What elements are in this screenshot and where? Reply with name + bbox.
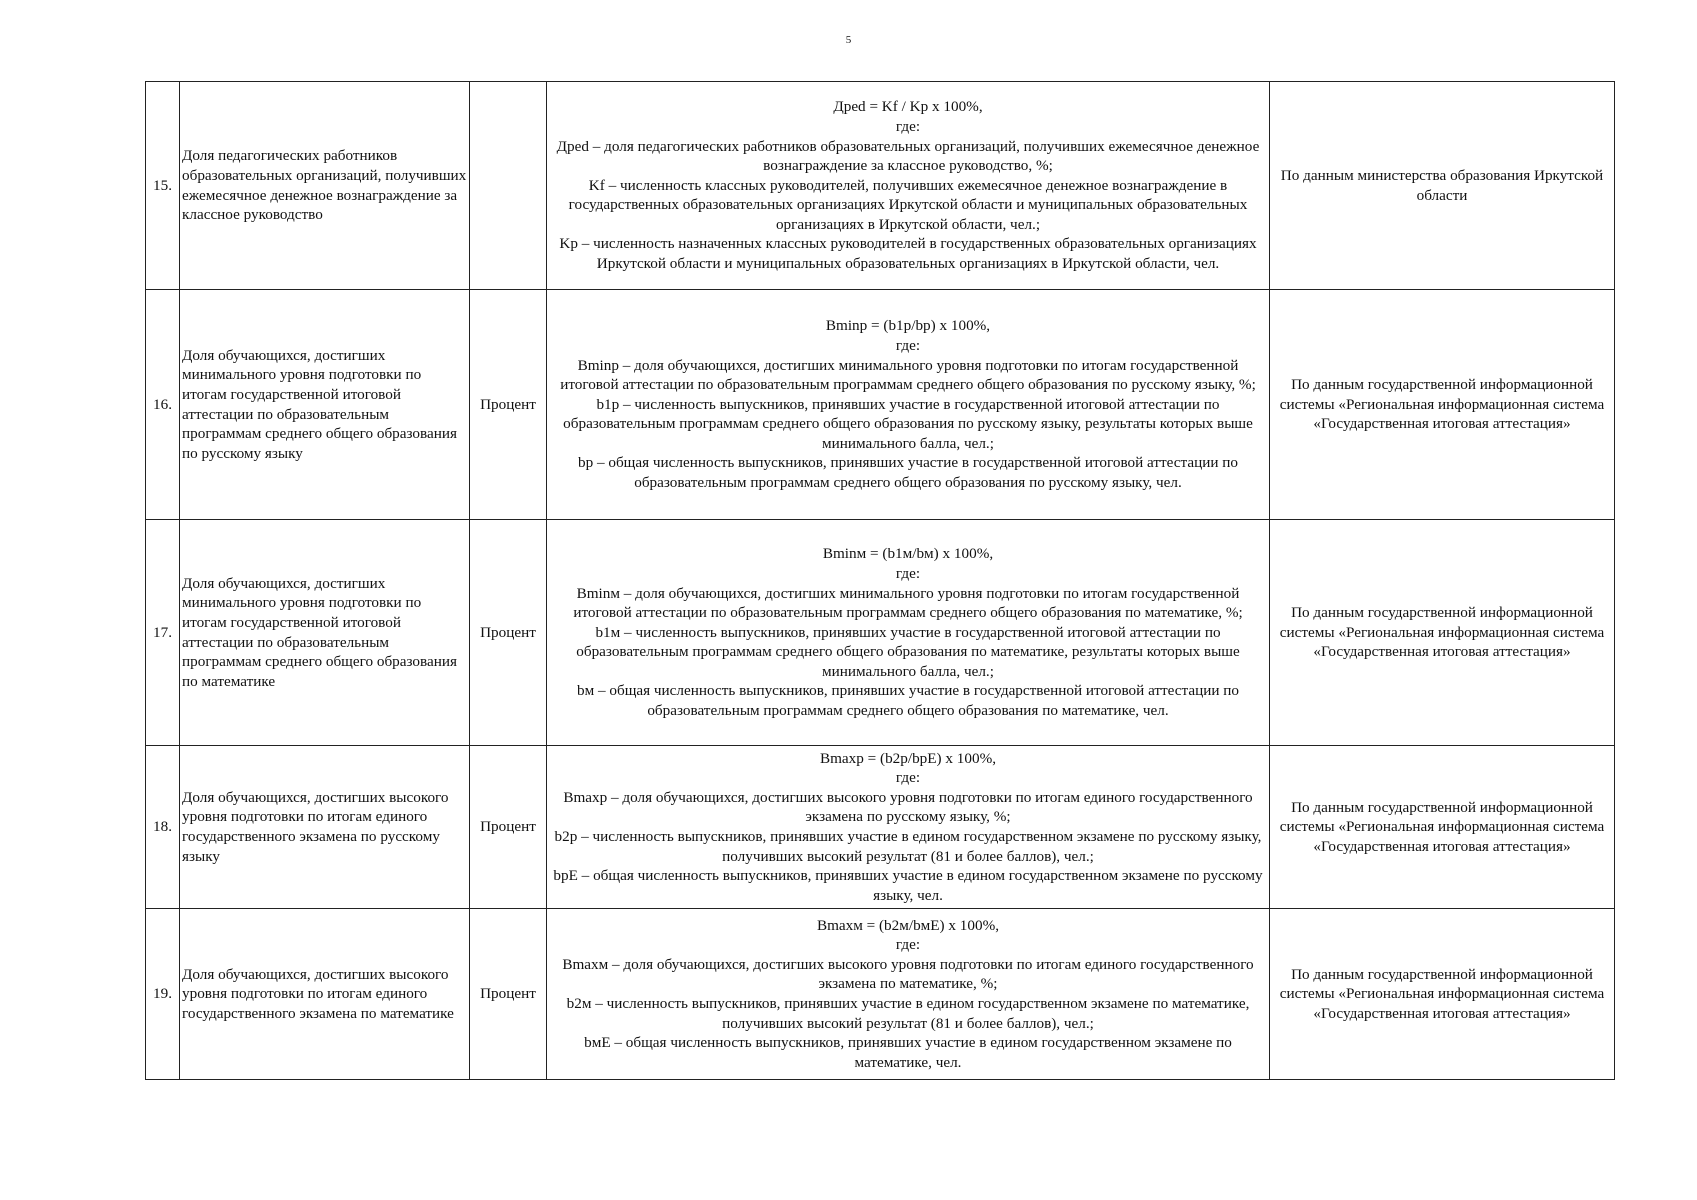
calculation-formula [547,520,1270,746]
row-number: 17. [146,520,180,746]
data-source: По данным государственной информационной системы «Региональная информационная система «Государственная итоговая аттестация» [1270,909,1615,1080]
formula-definition: b1м – численность выпускников, принявших участие в государственной итоговой аттестации по образовательным программам среднего общего образования по математике, результаты которых выше минимального балла, чел.; [576,623,1240,680]
table-row [146,746,1615,909]
formula-definition: b2р – численность выпускников, принявших участие в едином государственном экзамене по русскому языку, получивших высокий результат (81 и более баллов), чел.; [554,828,1262,865]
row-number: 15. [146,82,180,290]
formula-expression: Bmaxм = (b2м/bмE) x 100%, [816,916,1000,934]
formula-definition: Дped – доля педагогических работников образовательных организаций, получивших ежемесячное денежное вознаграждение за классное руководство, %; [556,137,1260,175]
row-number: 19. [146,909,180,1080]
table-row [146,290,1615,520]
table-row [146,909,1615,1080]
unit-of-measure [470,82,547,290]
row-number: 16. [146,290,180,520]
formula-where: где: [895,336,921,354]
formula-expression: Дped = Kf / Kp x 100%, [833,98,983,116]
indicators-table [145,81,1615,1080]
formula-where: где: [895,117,921,135]
calculation-formula [547,746,1270,909]
formula-definition: Kf – численность классных руководителей, получивших ежемесячное денежное вознаграждение в государственных образовательных организациях Иркутской области и муниципальных образовательных организациях в Иркутской области, чел.; [568,176,1248,233]
unit-of-measure: Процент [470,909,547,1080]
formula-expression: Bminм = (b1м/bм) x 100%, [822,545,994,563]
formula-definition: Kp – численность назначенных классных руководителей в государственных образовательных организациях Иркутской области и муниципальных образовательных организациях в Иркутской области, чел. [559,235,1257,273]
data-source: По данным государственной информационной системы «Региональная информационная система «Государственная итоговая аттестация» [1270,290,1615,520]
formula-definition: Bminр – доля обучающихся, достигших минимального уровня подготовки по итогам государственной итоговой аттестации по образовательным программам среднего общего образования по русскому языку, %; [560,356,1256,394]
indicator-name: Доля обучающихся, достигших минимального уровня подготовки по итогам государственной итоговой аттестации по образовательным программам среднего общего образования по русскому языку [180,290,470,520]
indicator-name: Доля обучающихся, достигших высокого уровня подготовки по итогам единого государственного экзамена по русскому языку [180,746,470,909]
formula-where: где: [895,564,921,582]
data-source: По данным государственной информационной системы «Региональная информационная система «Государственная итоговая аттестация» [1270,520,1615,746]
calculation-formula [547,909,1270,1080]
unit-of-measure: Процент [470,290,547,520]
formula-definition: bрE – общая численность выпускников, принявших участие в едином государственном экзамене по русскому языку, чел. [553,867,1263,904]
formula-definition: bмE – общая численность выпускников, принявших участие в едином государственном экзамене по математике, чел. [584,1034,1232,1071]
formula-definition: bм – общая численность выпускников, принявших участие в государственной итоговой аттестации по образовательным программам среднего общего образования по математике, чел. [576,682,1240,720]
formula-definition: Bminм – доля обучающихся, достигших минимального уровня подготовки по итогам государственной итоговой аттестации по образовательным программам среднего общего образования по математике, %; [573,584,1243,622]
calculation-formula [547,82,1270,290]
formula-expression: Bminр = (b1р/bр) x 100%, [825,317,991,335]
calculation-formula [547,290,1270,520]
formula-definition: Bmaxм – доля обучающихся, достигших высокого уровня подготовки по итогам единого государственного экзамена по математике, %; [562,955,1254,993]
row-number: 18. [146,746,180,909]
formula-definition: b2м – численность выпускников, принявших участие в едином государственном экзамене по математике, получивших высокий результат (81 и более баллов), чел.; [566,995,1250,1032]
formula-definition: Bmaxр – доля обучающихся, достигших высокого уровня подготовки по итогам единого государственного экзамена по русскому языку, %; [563,788,1253,826]
formula-where: где: [895,769,921,787]
formula-definition: bр – общая численность выпускников, принявших участие в государственной итоговой аттестации по образовательным программам среднего общего образования по русскому языку, чел. [577,454,1238,492]
table-row [146,520,1615,746]
indicator-name: Доля обучающихся, достигших минимального уровня подготовки по итогам государственной итоговой аттестации по образовательным программам среднего общего образования по математике [180,520,470,746]
table-row [146,82,1615,290]
unit-of-measure: Процент [470,520,547,746]
formula-where: где: [895,936,921,954]
unit-of-measure: Процент [470,746,547,909]
indicator-name: Доля педагогических работников образовательных организаций, получивших ежемесячное денежное вознаграждение за классное руководство [180,82,470,290]
data-source: По данным государственной информационной системы «Региональная информационная система «Государственная итоговая аттестация» [1270,746,1615,909]
formula-definition: b1р – численность выпускников, принявших участие в государственной итоговой аттестации по образовательным программам среднего общего образования по русскому языку, результаты которых выше минимального балла, чел.; [563,395,1253,452]
formula-expression: Bmaxр = (b2р/bрE) x 100%, [819,749,997,767]
data-source: По данным министерства образования Иркутской области [1270,82,1615,290]
indicator-name: Доля обучающихся, достигших высокого уровня подготовки по итогам единого государственного экзамена по математике [180,909,470,1080]
page-number: 5 [845,34,852,46]
